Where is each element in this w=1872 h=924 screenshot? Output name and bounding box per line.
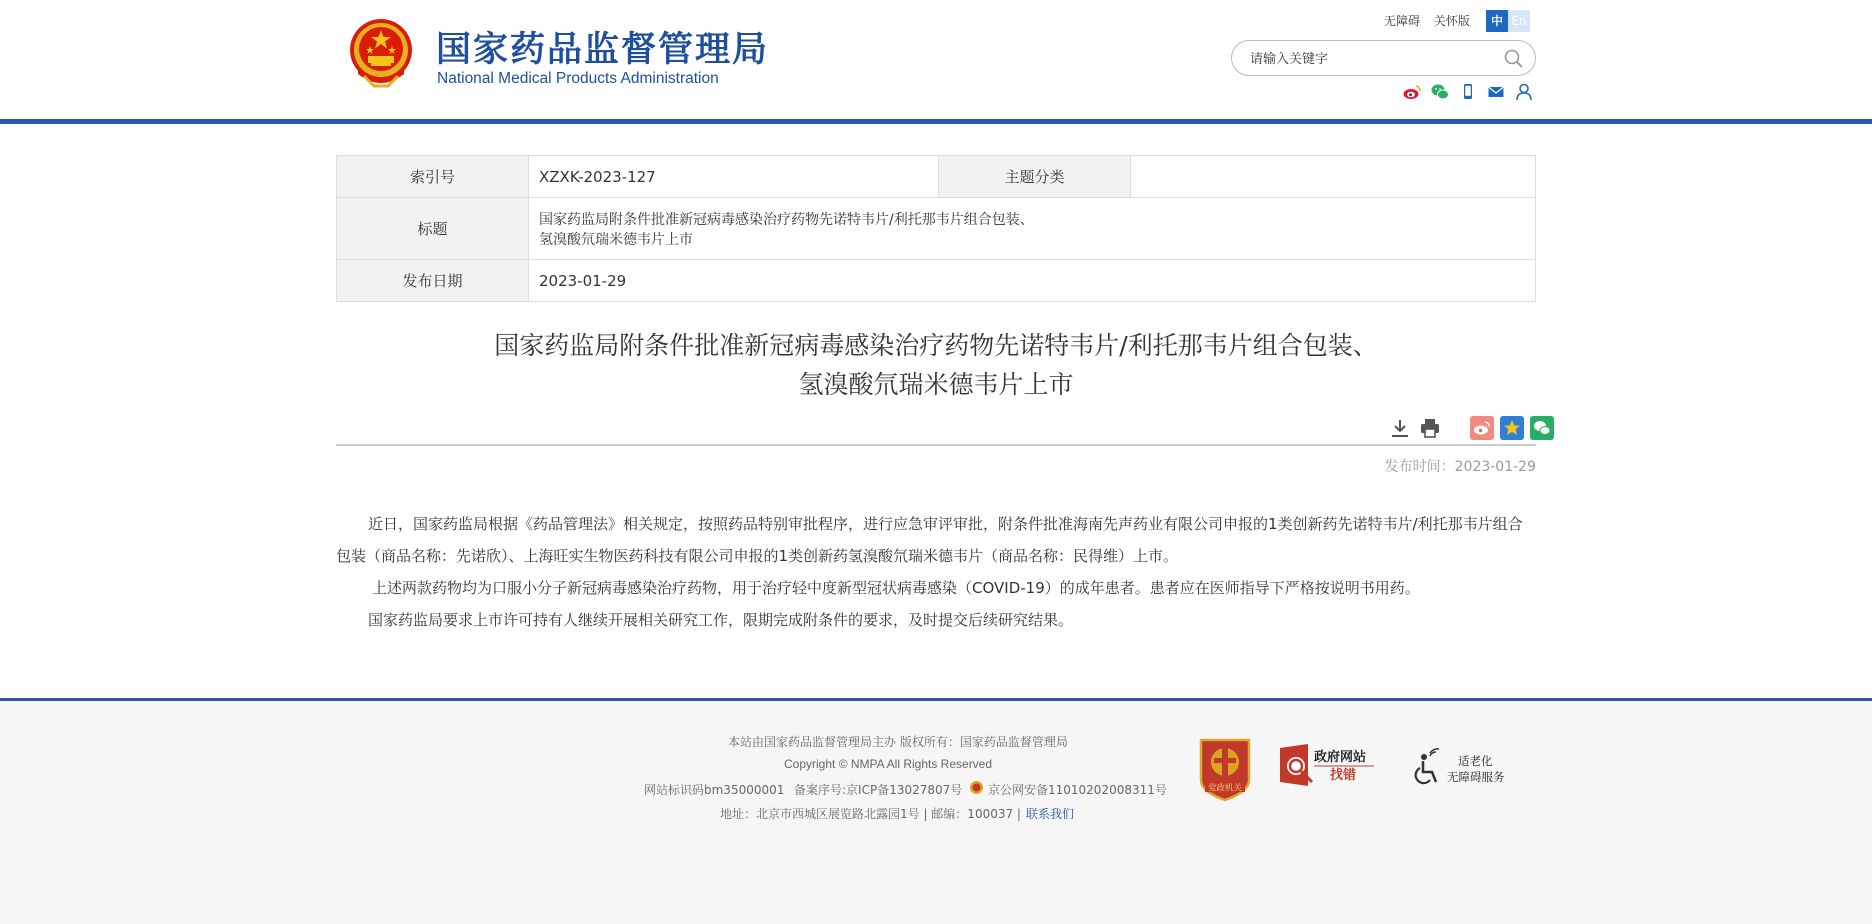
article-title [336, 326, 1536, 404]
wechat-icon[interactable] [1430, 82, 1450, 102]
paragraph-1: 近日，国家药监局根据《药品管理法》相关规定，按照药品特别审批程序，进行应急审评审批，附条件批准海南先声药业有限公司申报的1类创新药先诺特韦片/利托那韦片组合包装（商品名称：先诺欣）、上海旺实生物医药科技有限公司申报的1类创新药氢溴酸氘瑞米德韦片（商品名称：民得维）上市。 [336, 515, 1523, 565]
title-label: 标题 [337, 198, 529, 260]
footer-copyright-en: Copyright © NMPA All Rights Reserved [784, 757, 993, 771]
footer-copyright-cn: 本站由国家药品监督管理局主办 版权所有：国家药品监督管理局 [728, 735, 1068, 749]
footer-site-id: 网站标识码bm35000001 [644, 783, 785, 797]
weibo-icon[interactable] [1402, 82, 1422, 102]
badge3-line1: 适老化 [1458, 754, 1493, 768]
site-title[interactable]: 国家药品监督管理局 [436, 30, 770, 70]
index-value: XZXK-2023-127 [529, 156, 939, 198]
party-government-badge[interactable] [1197, 736, 1253, 802]
social-links [1402, 82, 1534, 102]
paragraph-3: 国家药监局要求上市许可持有人继续开展相关研究工作，限期完成附条件的要求，及时提交后续研究结果。 [368, 611, 1074, 629]
mail-icon[interactable] [1486, 82, 1506, 102]
user-icon[interactable] [1514, 82, 1534, 102]
date-value: 2023-01-29 [529, 260, 1536, 302]
mobile-icon[interactable] [1458, 82, 1478, 102]
article-body [336, 508, 1536, 636]
paragraph-2: 上述两款药物均为口服小分子新冠病毒感染治疗药物，用于治疗轻中度新型冠状病毒感染（COVID-19）的成年患者。患者应在医师指导下严格按说明书用药。 [372, 579, 1420, 597]
badge1-text: 党政机关 [1207, 783, 1243, 794]
download-icon[interactable] [1388, 416, 1412, 440]
publish-time-label: 发布时间： [1384, 459, 1455, 475]
publish-time-value: 2023-01-29 [1454, 459, 1536, 475]
lang-zh-button[interactable]: 中 [1486, 10, 1508, 32]
category-label: 主题分类 [939, 156, 1131, 198]
search-input[interactable] [1250, 49, 1490, 69]
header-divider [0, 119, 1872, 124]
contact-us-link[interactable]: 联系我们 [1026, 807, 1075, 821]
share-qzone-icon[interactable] [1500, 416, 1524, 440]
national-emblem-icon[interactable] [344, 16, 418, 90]
lang-en-button[interactable]: En [1508, 10, 1530, 32]
share-wechat-icon[interactable] [1530, 416, 1554, 440]
footer-police-record[interactable]: 京公网安备11010202008311号 [988, 783, 1167, 797]
police-badge-icon [969, 780, 984, 795]
site-header [0, 0, 1872, 121]
care-mode-link[interactable]: 关怀版 [1433, 14, 1470, 28]
footer-address: 地址：北京市西城区展览路北露园1号 | 邮编：100037 | [720, 807, 1021, 821]
article-title-line1: 国家药监局附条件批准新冠病毒感染治疗药物先诺特韦片/利托那韦片组合包装、 [494, 331, 1378, 360]
language-switch [1486, 10, 1530, 32]
date-label: 发布日期 [337, 260, 529, 302]
search-box [1231, 40, 1536, 76]
index-label: 索引号 [337, 156, 529, 198]
gov-website-error-badge[interactable] [1278, 742, 1378, 790]
top-links [1384, 12, 1480, 29]
article-divider [336, 444, 1536, 446]
article-tools [1388, 416, 1554, 440]
print-icon[interactable] [1418, 416, 1442, 440]
accessibility-link[interactable]: 无障碍 [1384, 14, 1421, 28]
share-weibo-icon[interactable] [1470, 416, 1494, 440]
title-value [529, 198, 1536, 260]
search-icon[interactable] [1503, 48, 1525, 70]
footer-icp[interactable]: 备案序号:京ICP备13027807号 [794, 783, 963, 797]
info-table [336, 155, 1536, 302]
footer-divider [0, 698, 1872, 701]
category-value [1131, 156, 1536, 198]
article-title-line2: 氢溴酸氘瑞米德韦片上市 [798, 370, 1074, 399]
badge2-line1: 政府网站 [1314, 750, 1367, 765]
publish-time [1385, 456, 1536, 476]
elderly-accessibility-badge[interactable] [1410, 748, 1520, 788]
badge3-line2: 无障碍服务 [1447, 770, 1505, 784]
badge2-line2: 找错 [1330, 768, 1357, 783]
title-value-line1: 国家药监局附条件批准新冠病毒感染治疗药物先诺特韦片/利托那韦片组合包装、 [539, 211, 1034, 228]
title-value-line2: 氢溴酸氘瑞米德韦片上市 [539, 231, 693, 248]
site-subtitle: National Medical Products Administration [437, 70, 719, 87]
